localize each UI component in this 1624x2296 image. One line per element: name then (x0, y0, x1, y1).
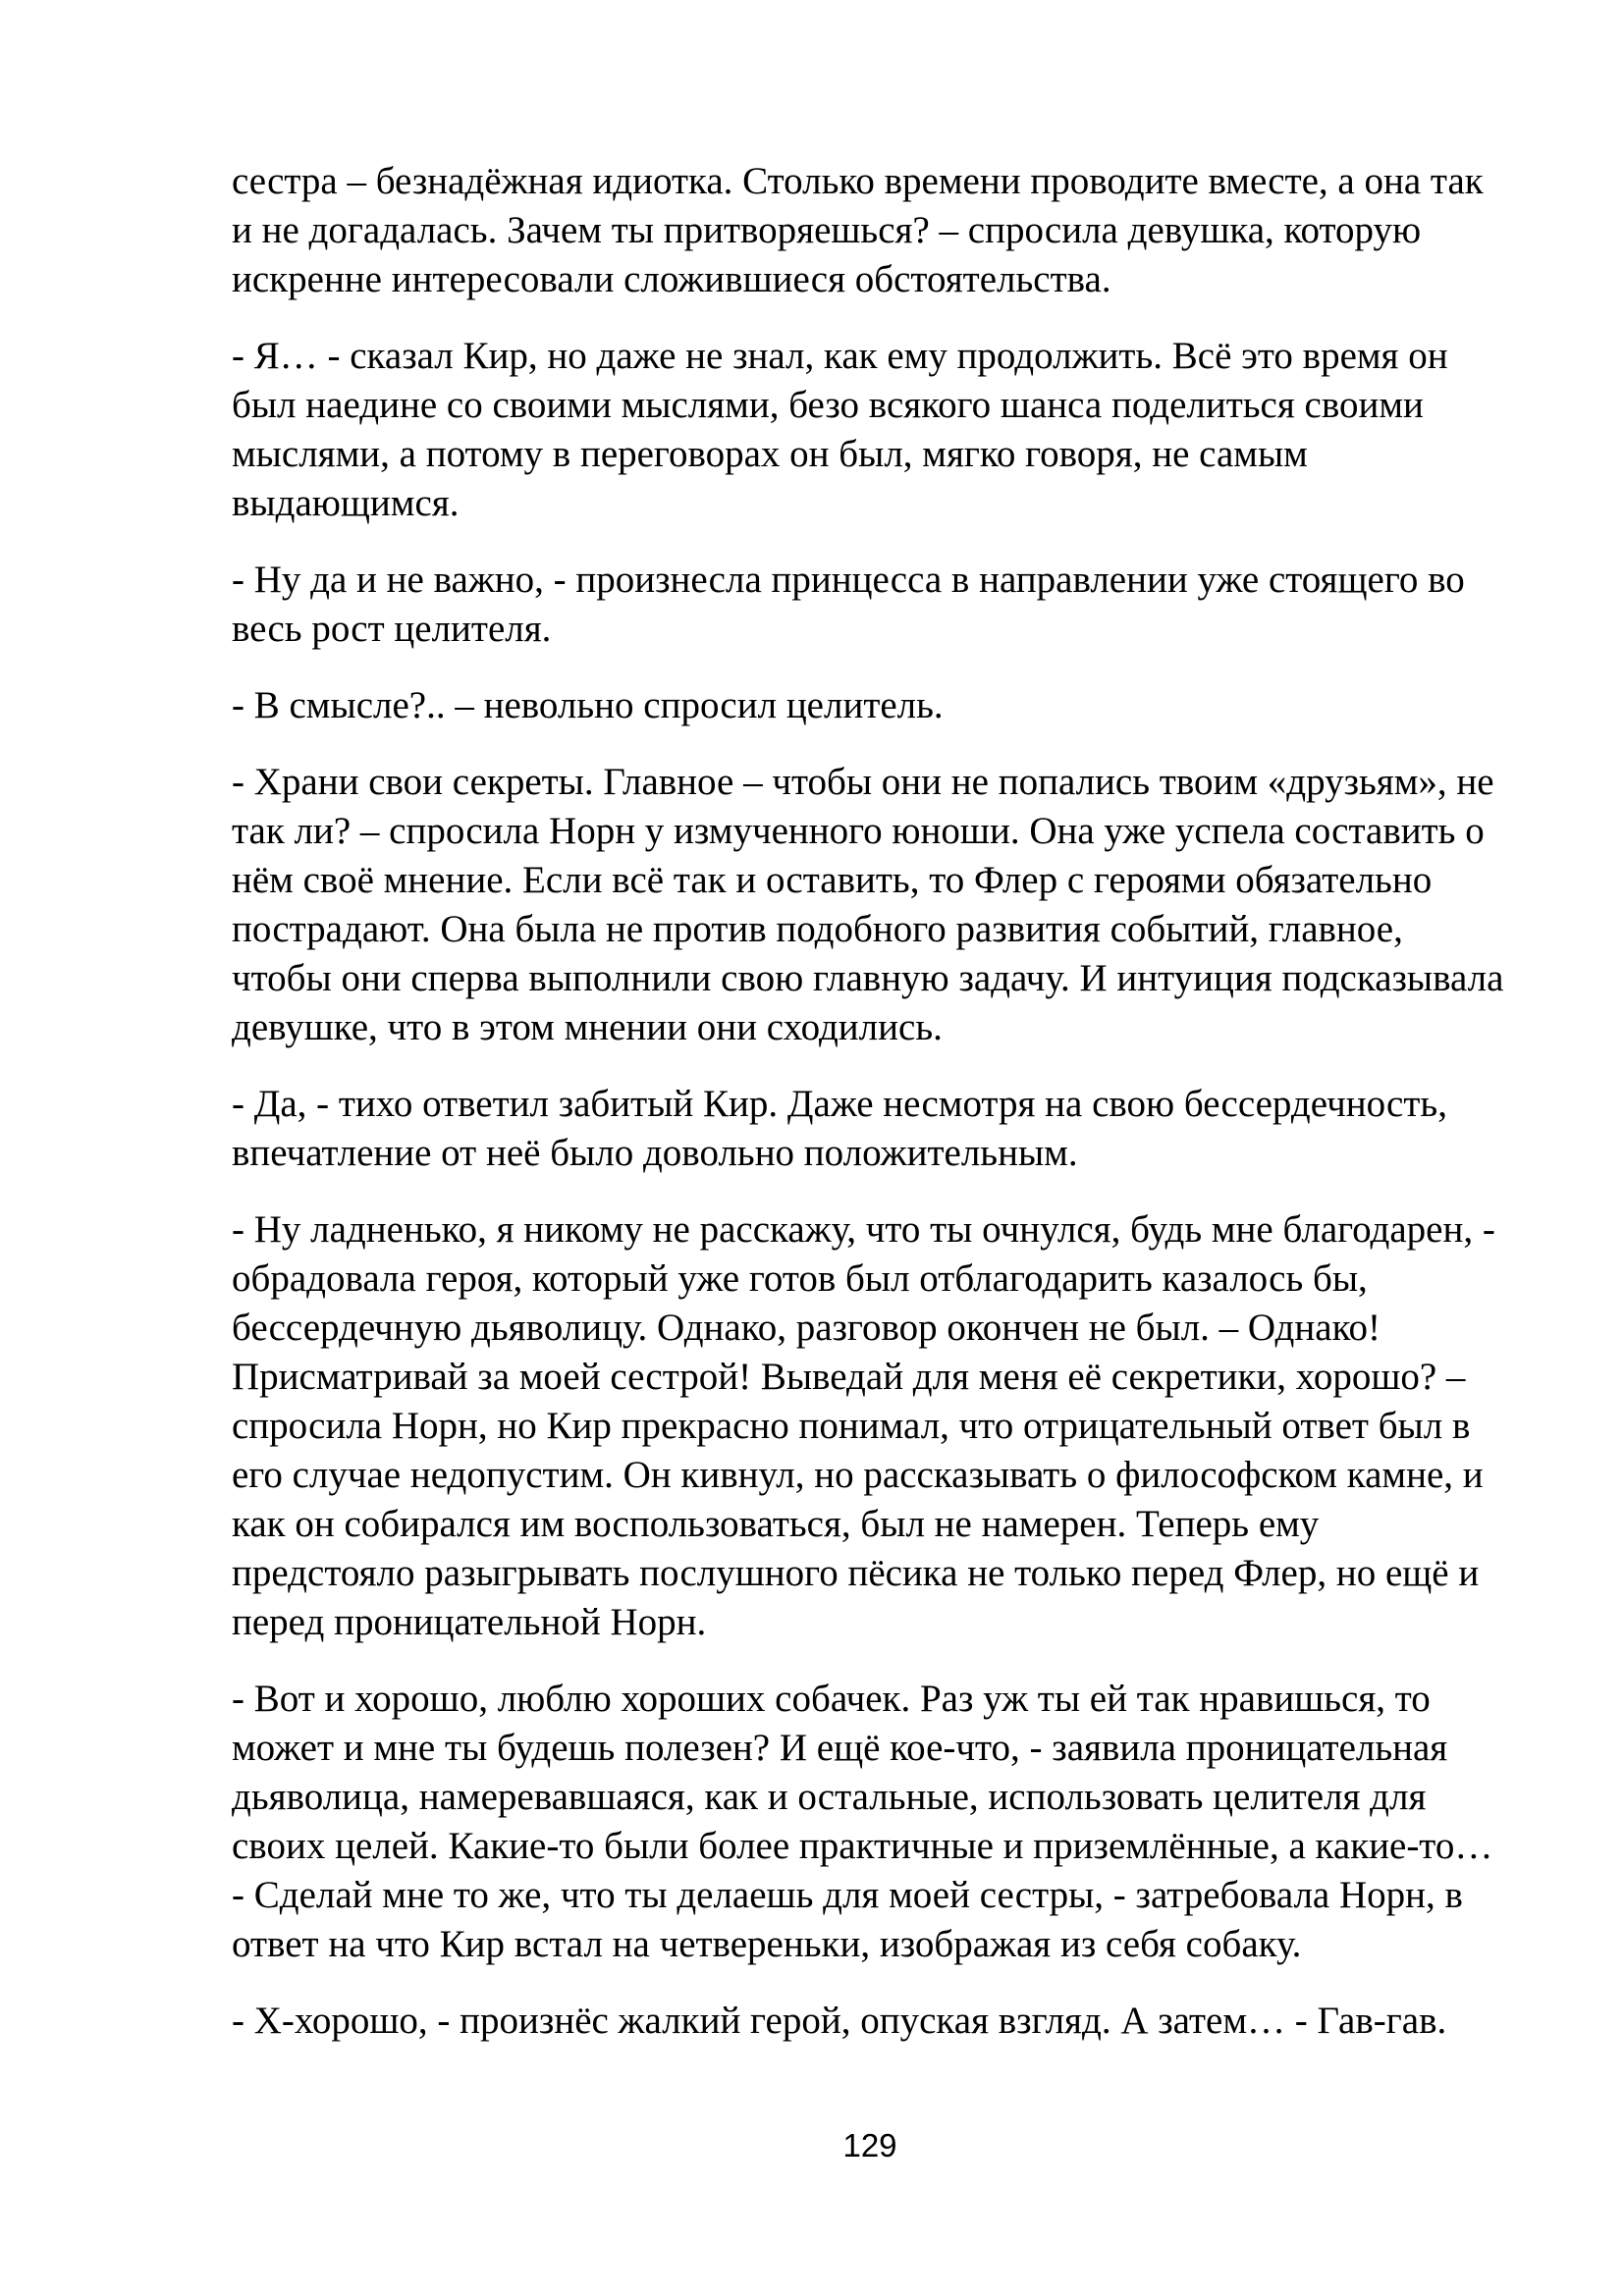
paragraph: - Ну да и не важно, - произнесла принцесса в направлении уже стоящего во весь рост целителя. (232, 559, 1465, 650)
paragraph: - Х-хорошо, - произнёс жалкий герой, опуская взгляд. А затем… - Гав-гав. (232, 2000, 1447, 2042)
paragraph: сестра – безнадёжная идиотка. Столько времени проводите вместе, а она так и не догадалась. Зачем ты притворяешься? – спросила девушка, которую искренне интересовали сложившиеся обстоятельства. (232, 160, 1484, 300)
paragraph: - Да, - тихо ответил забитый Кир. Даже несмотря на свою бессердечность, впечатление от неё было довольно положительным. (232, 1083, 1447, 1174)
paragraph: - Я… - сказал Кир, но даже не знал, как ему продолжить. Всё это время он был наедине со своими мыслями, безо всякого шанса поделиться своими мыслями, а потому в переговорах он был, мягко говоря, не самым выдающимся. (232, 335, 1448, 524)
paragraph: - Храни свои секреты. Главное – чтобы они не попались твоим «друзьям», не так ли? – спросила Норн у измученного юноши. Она уже успела составить о нём своё мнение. Если всё так и оставить, то Флер с героями обязательно пострадают. Она была не против подобного развития событий, главное, чтобы они сперва выполнили свою главную задачу. И интуиция подсказывала девушке, что в этом мнении они сходились. (232, 761, 1504, 1048)
paragraph: - Вот и хорошо, люблю хороших собачек. Раз уж ты ей так нравишься, то может и мне ты будешь полезен? И ещё кое-что, - заявила проницательная дьяволица, намеревавшаяся, как и остальные, использовать целителя для своих целей. Какие-то были более практичные и приземлённые, а какие-то… - Сделай мне то же, что ты делаешь для моей сестры, - затребовала Норн, в ответ на что Кир встал на четвереньки, изображая из себя собаку. (232, 1678, 1493, 1965)
text-block (232, 157, 1508, 2073)
page-number: 129 (842, 2127, 897, 2163)
paragraph: - Ну ладненько, я никому не расскажу, что ты очнулся, будь мне благодарен, - обрадовала героя, который уже готов был отблагодарить казалось бы, бессердечную дьяволицу. Однако, разговор окончен не был. – Однако! Присматривай за моей сестрой! Выведай для меня её секретики, хорошо? – спросила Норн, но Кир прекрасно понимал, что отрицательный ответ был в его случае недопустим. Он кивнул, но рассказывать о философском камне, и как он собирался им воспользоваться, был не намерен. Теперь ему предстояло разыгрывать послушного пёсика не только перед Флер, но ещё и перед проницательной Норн. (232, 1208, 1495, 1643)
paragraph: - В смысле?.. – невольно спросил целитель. (232, 684, 944, 726)
